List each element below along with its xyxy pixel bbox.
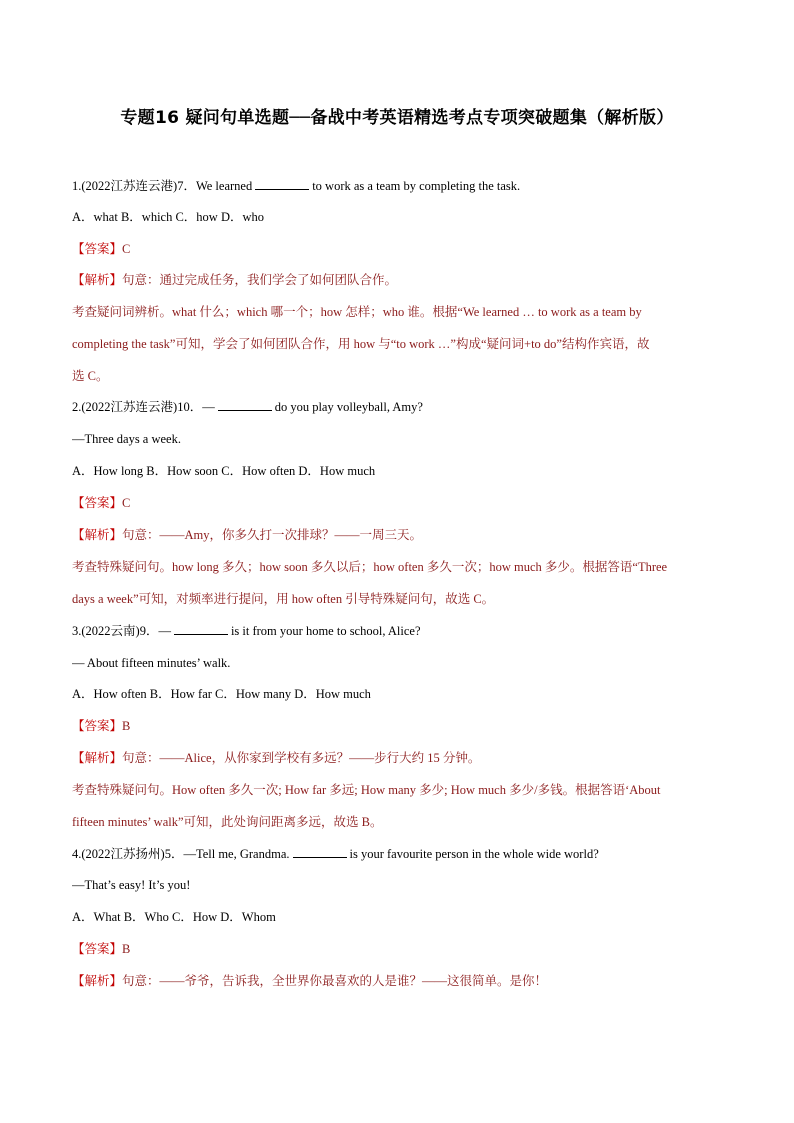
analysis-tag: 【解析】 xyxy=(72,751,123,765)
question-1-stem xyxy=(72,177,732,195)
answer-value: C xyxy=(122,242,131,256)
question-4-analysis-line xyxy=(72,972,732,990)
question-stem-text: do you play volleyball, Amy? xyxy=(274,400,423,414)
question-3-answer xyxy=(72,717,732,735)
question-3-analysis-line: fifteen minutes’ walk”可知，此处询问距离多远，故选 B。 xyxy=(72,815,383,829)
page-title: 专题16 疑问句单选题──备战中考英语精选考点专项突破题集（解析版） xyxy=(120,108,674,128)
answer-value: B xyxy=(122,942,131,956)
question-2-analysis-line: days a week”可知，对频率进行提问，用 how often 引导特殊疑问句，故选 C。 xyxy=(72,592,495,606)
analysis-tag: 【解析】 xyxy=(72,974,123,988)
question-1-analysis-line: 考查疑问词辨析。what 什么；which 哪一个；how 怎样；who 谁。根据“We learned … to work as a team by xyxy=(72,305,642,319)
question-3-stem xyxy=(72,622,732,640)
answer-blank xyxy=(293,845,347,858)
answer-blank xyxy=(218,398,272,411)
question-3-analysis-line: 考查特殊疑问句。How often 多久一次; How far 多远; How many 多少; How much 多少/多钱。根据答语‘About xyxy=(72,783,661,797)
question-stem-text: 3.(2022云南)9．— xyxy=(72,624,171,638)
question-stem-text: is it from your home to school, Alice? xyxy=(230,624,421,638)
question-2-options: A．How long B．How soon C．How often D．How much xyxy=(72,464,376,478)
question-stem-text: 1.(2022江苏连云港)7．We learned xyxy=(72,179,253,193)
question-stem-text: 2.(2022江苏连云港)10．— xyxy=(72,400,215,414)
question-1-analysis-line: completing the task”可知，学会了如何团队合作，用 how 与“to work …”构成“疑问词+to do”结构作宾语，故 xyxy=(72,337,650,351)
answer-value: B xyxy=(122,719,131,733)
answer-value: C xyxy=(122,496,131,510)
answer-tag: 【答案】 xyxy=(72,942,123,956)
question-2-reply: —Three days a week. xyxy=(72,432,181,446)
analysis-text: 句意：通过完成任务，我们学会了如何团队合作。 xyxy=(122,273,398,287)
question-4-answer xyxy=(72,940,732,958)
question-stem-text: 4.(2022江苏扬州)5．—Tell me, Grandma. xyxy=(72,847,290,861)
analysis-text: 句意：——Alice，从你家到学校有多远？——步行大约 15 分钟。 xyxy=(122,751,481,765)
answer-tag: 【答案】 xyxy=(72,242,123,256)
question-stem-text: is your favourite person in the whole wide world? xyxy=(349,847,599,861)
question-2-stem xyxy=(72,398,732,416)
question-3-reply: — About fifteen minutes’ walk. xyxy=(72,656,231,670)
analysis-text: 句意：——Amy，你多久打一次排球？——一周三天。 xyxy=(122,528,423,542)
answer-tag: 【答案】 xyxy=(72,496,123,510)
analysis-text: 句意：——爷爷，告诉我，全世界你最喜欢的人是谁？——这很简单。是你！ xyxy=(122,974,548,988)
question-stem-text: to work as a team by completing the task. xyxy=(312,179,521,193)
question-4-options: A．What B．Who C．How D．Whom xyxy=(72,910,276,924)
question-2-answer xyxy=(72,494,732,512)
analysis-tag: 【解析】 xyxy=(72,273,123,287)
question-1-analysis-line: 选 C。 xyxy=(72,369,109,383)
question-2-analysis-line xyxy=(72,526,732,544)
question-3-options: A．How often B．How far C．How many D．How much xyxy=(72,687,371,701)
question-1-analysis-line xyxy=(72,271,732,289)
answer-tag: 【答案】 xyxy=(72,719,123,733)
answer-blank xyxy=(255,177,309,190)
question-2-analysis-line: 考查特殊疑问句。how long 多久；how soon 多久以后；how often 多久一次；how much 多少。根据答语“Three xyxy=(72,560,668,574)
question-3-analysis-line xyxy=(72,749,732,767)
analysis-tag: 【解析】 xyxy=(72,528,123,542)
answer-blank xyxy=(174,622,228,635)
question-4-reply: —That’s easy! It’s you! xyxy=(72,878,191,892)
question-1-options: A．what B．which C．how D．who xyxy=(72,210,265,224)
question-4-stem xyxy=(72,845,732,863)
question-1-answer xyxy=(72,240,732,258)
